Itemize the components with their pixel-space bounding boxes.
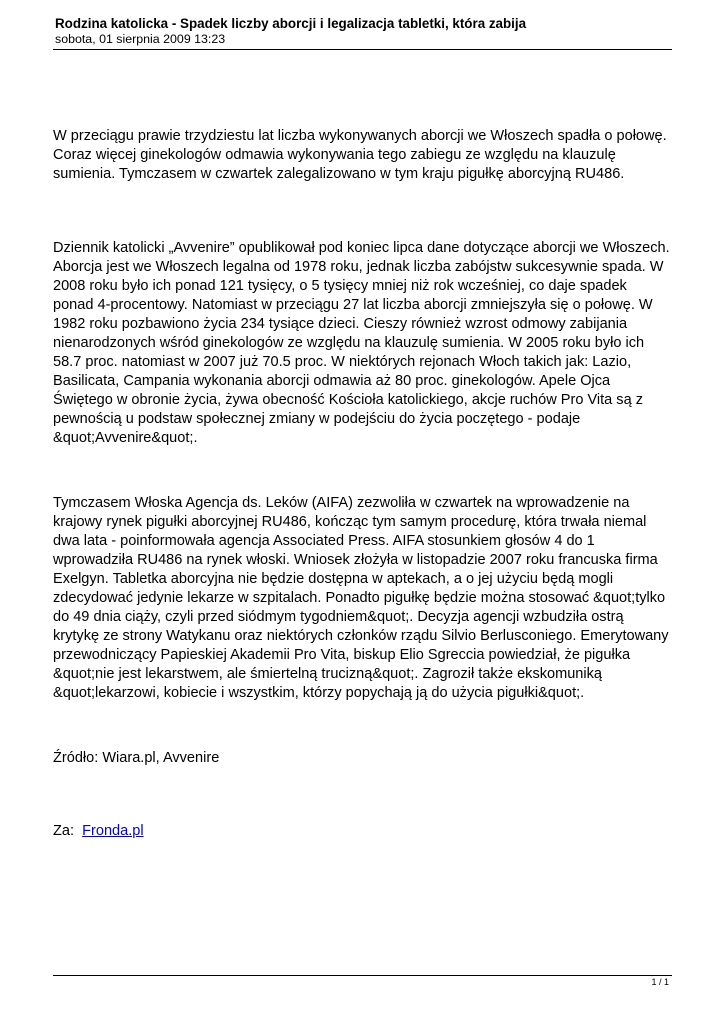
page-header	[55, 15, 670, 47]
text-line: krajowy rynek pigułki aborcyjnej RU486, kończąc tym samym procedurę, która trwała niemal	[53, 514, 647, 530]
text-line: 1982 roku pozbawiono życia 234 tysiące dzieci. Cieszy również wzrost odmowy zabijania	[53, 316, 628, 332]
text-line: W przeciągu prawie trzydziestu lat liczba wykonywanych aborcji we Włoszech spadła o połowę.	[53, 128, 667, 144]
text-line: dwa lata - poinformowała agencja Associated Press. AIFA stosunkiem głosów 4 do 1	[53, 533, 595, 549]
footer-divider	[53, 975, 672, 976]
text-line: wprowadziła RU486 na rynek włoski. Wniosek złożyła w listopadzie 2007 roku francuska firma	[53, 552, 658, 568]
text-line: &quot;lekarzowi, kobiecie i wszystkim, którzy popychają ją do użycia pigułki&quot;.	[53, 685, 585, 701]
text-line: &quot;nie jest lekarstwem, ale śmiertelną trucizną&quot;. Zagroził także ekskomuniką	[53, 666, 602, 682]
fronda-link[interactable]: Fronda.pl	[82, 823, 144, 839]
text-line: pewnością u podstaw społecznej zmiany w podejściu do życia poczętego - podaje	[53, 411, 581, 427]
text-line: nienarodzonych wśród ginekologów ze względu na klauzulę sumienia. W 2005 roku było ich	[53, 335, 645, 351]
header-divider	[53, 49, 672, 50]
document-date: sobota, 01 sierpnia 2009 13:23	[55, 32, 226, 46]
text-line: sumienia. Tymczasem w czwartek zalegalizowano w tym kraju pigułkę aborcyjną RU486.	[53, 166, 625, 182]
text-line: do 49 dnia ciąży, czyli przed siódmym tygodniem&quot;. Decyzja agencji wzbudziła ostrą	[53, 609, 624, 625]
document-title: Rodzina katolicka - Spadek liczby aborcji i legalizacja tabletki, która zabija	[55, 16, 527, 31]
text-line: Aborcja jest we Włoszech legalna od 1978 roku, jednak liczba zabójstw sukcesywnie spada. W	[53, 259, 664, 275]
text-line: 2008 roku było ich ponad 121 tysięcy, o 5 tysięcy mniej niż rok wcześniej, co daje spadek	[53, 278, 627, 294]
via-prefix: Za:	[53, 823, 75, 839]
page-number: 1 / 1	[651, 977, 669, 987]
text-line: &quot;Avvenire&quot;.	[53, 430, 198, 446]
text-line: Dziennik katolicki „Avvenire” opublikował pod koniec lipca dane dotyczące aborcji we Włoszech.	[53, 240, 670, 256]
text-line: Coraz więcej ginekologów odmawia wykonywania tego zabiegu ze względu na klauzulę	[53, 147, 616, 163]
via-attribution	[53, 822, 681, 841]
text-line: przewodniczący Papieskiej Akademii Pro Vita, biskup Elio Sgreccia powiedział, że pigułka	[53, 647, 631, 663]
paragraph-avvenire	[53, 239, 681, 448]
paragraph-aifa	[53, 494, 681, 703]
paragraph-intro	[53, 127, 681, 184]
source-attribution	[53, 749, 681, 768]
source-line: Źródło: Wiara.pl, Avvenire	[53, 750, 220, 766]
text-line: Świętego w obronie życia, żywa obecność Kościoła katolickiego, akcje ruchów Pro Vita są z	[53, 392, 643, 408]
text-line: 58.7 proc. natomiast w 2007 już 70.5 proc. W niektórych rejonach Włoch takich jak: Lazio,	[53, 354, 632, 370]
text-line: ponad 4-procentowy. Natomiast w przeciągu 27 lat liczba aborcji zmniejszyła się o połowę. W	[53, 297, 653, 313]
text-line: Tymczasem Włoska Agencja ds. Leków (AIFA) zezwoliła w czwartek na wprowadzenie na	[53, 495, 630, 511]
text-line: Exelgyn. Tabletka aborcyjna nie będzie dostępna w aptekach, a o jej użyciu będą mogli	[53, 571, 614, 587]
text-line: Basilicata, Campania wykonania aborcji odmawia aż 80 proc. ginekologów. Apele Ojca	[53, 373, 611, 389]
via-line	[53, 822, 681, 841]
text-line: zdecydować jedynie lekarze w szpitalach. Ponadto pigułkę będzie można stosować &quot;tylko	[53, 590, 666, 606]
text-line: krytykę ze strony Watykanu oraz niektórych członków rządu Silvio Berlusconiego. Emerytowany	[53, 628, 669, 644]
